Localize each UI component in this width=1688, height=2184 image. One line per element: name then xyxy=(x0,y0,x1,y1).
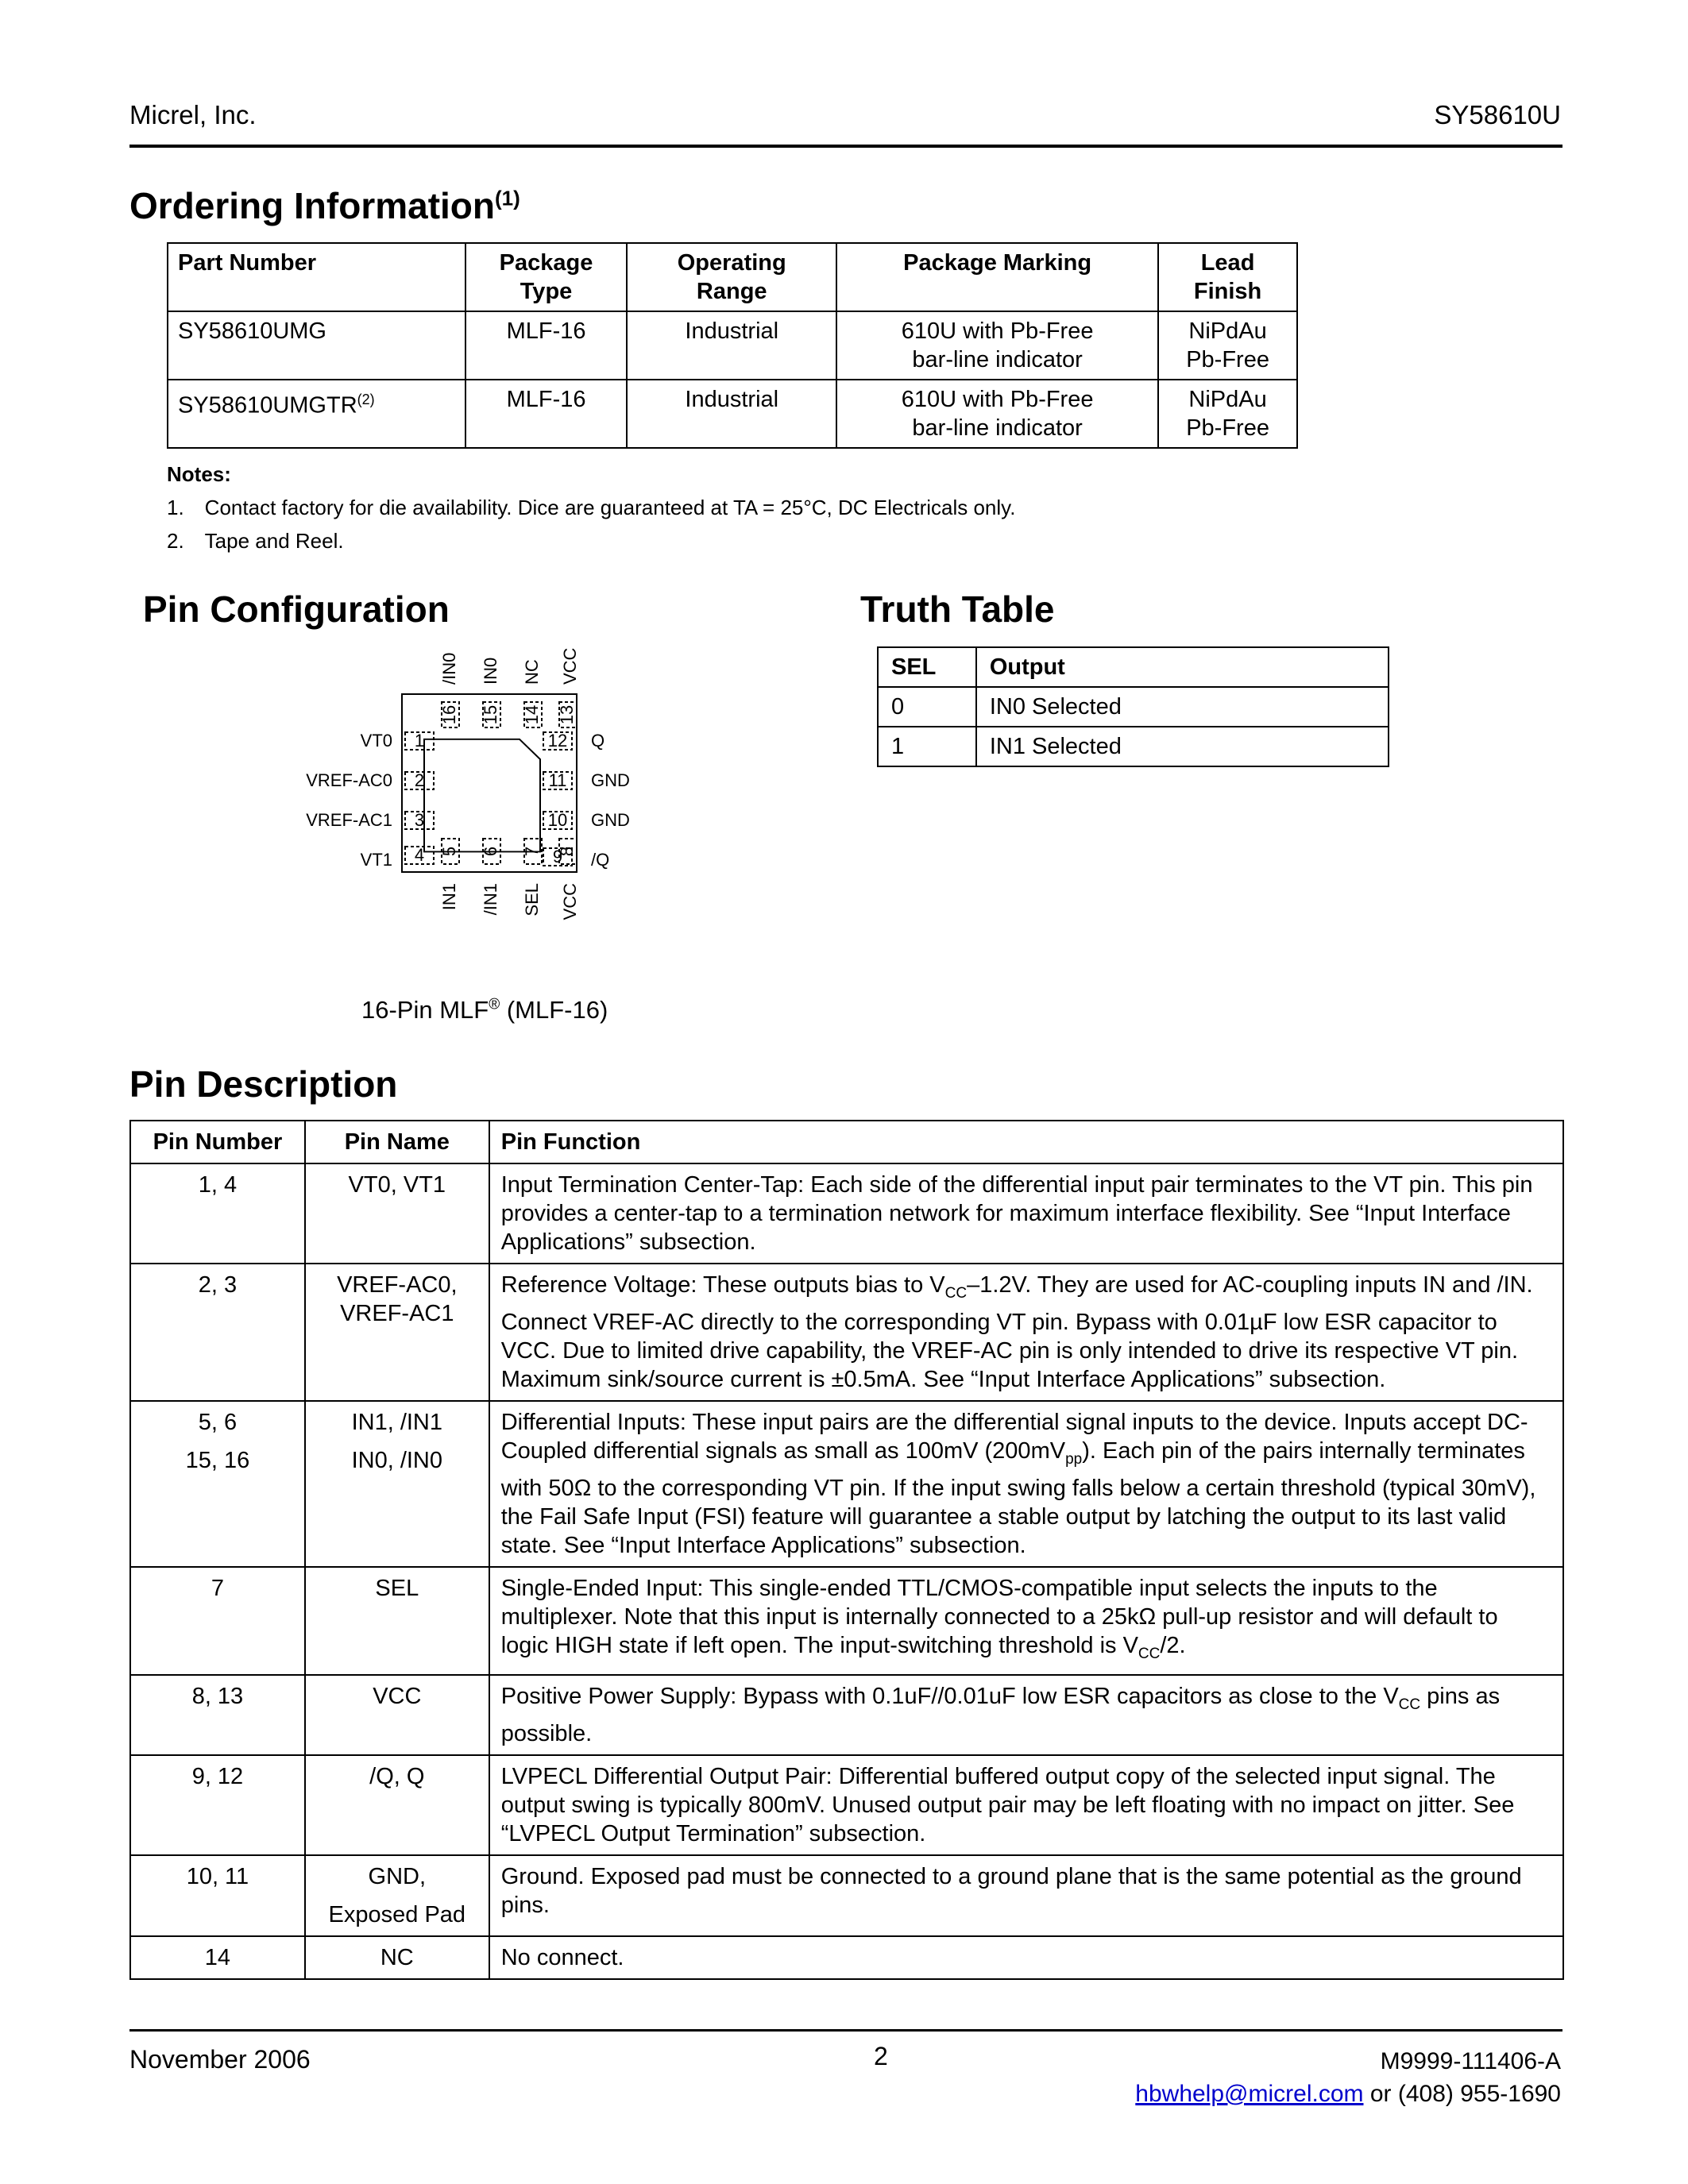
operating-range: Industrial xyxy=(627,311,836,380)
pin-number: 5, 6 15, 16 xyxy=(130,1401,305,1567)
ordering-title: Ordering Information$^{(1)}$ xyxy=(129,185,520,226)
package-type: MLF-16 xyxy=(465,380,628,448)
pin-function: Differential Inputs: These input pairs are the differential signal inputs to the device. Inputs accept DC-Coupled differential signals as small as 100mV $(200mV_{pp})$. Each pin of the pairs internally terminates with 50Ω to the corresponding VT pin. If the input swing falls below a certain threshold (typical 30mV), the Fail Safe Input (FSI) feature will guarantee a stable output by latching the output to its last valid state. See “Input Interface Applications” subsection. xyxy=(489,1401,1563,1567)
table-row xyxy=(168,311,1297,380)
footer-contact xyxy=(1135,2045,1561,2110)
pin-label: GND xyxy=(591,809,630,830)
pin-number: 7 xyxy=(521,846,542,857)
pin-label: SEL xyxy=(521,883,542,916)
pin-label: /IN1 xyxy=(480,883,500,916)
header-divider xyxy=(129,145,1562,148)
package-marking: 610U with Pb-Free bar-line indicator xyxy=(836,380,1158,448)
pin-number: 14 xyxy=(521,704,542,725)
pin-label: IN1 xyxy=(438,883,459,911)
pin-label: VCC xyxy=(559,883,580,920)
notes-title: Notes: xyxy=(167,462,231,486)
col-pin-function: Pin Function xyxy=(489,1121,1563,1163)
lead-finish: NiPdAu Pb-Free xyxy=(1158,380,1297,448)
pin-number: 7 xyxy=(130,1567,305,1676)
ordering-table xyxy=(167,242,1298,449)
pin-label: /IN0 xyxy=(438,652,459,685)
pin-number: 9, 12 xyxy=(130,1755,305,1855)
table-row xyxy=(130,1264,1563,1401)
col-pin-name: Pin Name xyxy=(305,1121,489,1163)
table-row xyxy=(130,1755,1563,1855)
pin-desc-header-row xyxy=(130,1121,1563,1163)
header-company: Micrel, Inc. xyxy=(129,100,257,129)
pin-number: 8, 13 xyxy=(130,1675,305,1755)
truth-col-output: Output xyxy=(976,647,1389,687)
col-pin-number: Pin Number xyxy=(130,1121,305,1163)
pin-number: 12 xyxy=(547,730,568,751)
note-2: 2. Tape and Reel. xyxy=(167,529,344,553)
exposed-pad xyxy=(424,739,540,852)
operating-range: Industrial xyxy=(627,380,836,448)
ordering-col-range: Operating Range xyxy=(627,243,836,311)
table-row xyxy=(168,380,1297,448)
pin-number: 16 xyxy=(438,704,459,725)
truth-col-sel: SEL xyxy=(878,647,976,687)
pin-label: VREF-AC1 xyxy=(306,809,392,830)
pin-description-title: Pin Description xyxy=(129,1063,398,1105)
ordering-col-part: Part Number xyxy=(168,243,465,311)
ordering-col-finish: Lead Finish xyxy=(1158,243,1297,311)
document-number: M9999-111406-A xyxy=(1380,2048,1561,2074)
pin-number: 13 xyxy=(556,704,577,725)
sel-value: 0 xyxy=(878,687,976,727)
left-pin-group xyxy=(306,731,434,870)
header-part-number: SY58610U xyxy=(1434,100,1561,129)
bottom-pin-group xyxy=(439,839,580,920)
table-row xyxy=(130,1401,1563,1567)
pin-name: NC xyxy=(305,1936,489,1979)
pin-name: VCC xyxy=(305,1675,489,1755)
pin-label: VREF-AC0 xyxy=(306,770,392,790)
pin-diagram xyxy=(278,635,707,969)
ordering-header-row xyxy=(168,243,1297,311)
package-type: MLF-16 xyxy=(465,311,628,380)
pin-number: 10 xyxy=(547,809,568,830)
pin-label: NC xyxy=(521,659,542,685)
pin-name: VT0, VT1 xyxy=(305,1163,489,1264)
pin-label: IN0 xyxy=(480,657,500,685)
note-1: 1. Contact factory for die availability. Dice are guaranteed at TA = 25°C, DC Electricals only. xyxy=(167,496,1016,519)
pin-number: 10, 11 xyxy=(130,1855,305,1936)
pin-number: 14 xyxy=(130,1936,305,1979)
ordering-col-package: Package Type xyxy=(465,243,628,311)
pin-number: 5 xyxy=(438,846,459,857)
table-row xyxy=(130,1936,1563,1979)
pin-number: 1, 4 xyxy=(130,1163,305,1264)
footer-divider xyxy=(129,2029,1562,2032)
page-number: 2 xyxy=(874,2042,888,2070)
table-row xyxy=(130,1675,1563,1755)
pin-number: 11 xyxy=(548,770,567,790)
support-phone: or (408) 955-1690 xyxy=(1363,2081,1561,2107)
truth-header-row xyxy=(878,647,1389,687)
pin-label: /Q xyxy=(591,849,610,870)
pin-name: /Q, Q xyxy=(305,1755,489,1855)
pin-label: Q xyxy=(591,730,605,751)
truth-table-title: Truth Table xyxy=(860,588,1055,630)
pin-label: VT1 xyxy=(360,849,392,870)
pin-number: 9 xyxy=(552,846,563,866)
pin-number: 1 xyxy=(414,730,425,751)
pin-number: 15 xyxy=(480,704,500,725)
pin-function: No connect. xyxy=(489,1936,1563,1979)
ordering-col-marking: Package Marking xyxy=(836,243,1158,311)
table-row xyxy=(878,727,1389,766)
pin-number: 2 xyxy=(414,770,425,790)
table-row xyxy=(130,1855,1563,1936)
part-number: SY58610UMG xyxy=(168,311,465,380)
sel-value: 1 xyxy=(878,727,976,766)
pin-number: 8 xyxy=(556,846,577,857)
output-value: IN1 Selected xyxy=(976,727,1389,766)
pin-config-title: Pin Configuration xyxy=(143,588,450,630)
top-pin-group xyxy=(439,647,580,727)
lead-finish: NiPdAu Pb-Free xyxy=(1158,311,1297,380)
package-marking: 610U with Pb-Free bar-line indicator xyxy=(836,311,1158,380)
pin-name: GND, Exposed Pad xyxy=(305,1855,489,1936)
pin-label: VCC xyxy=(559,647,580,685)
pin-name: SEL xyxy=(305,1567,489,1676)
table-row xyxy=(878,687,1389,727)
pin-function: Positive Power Supply: Bypass with 0.1uF//0.01uF low ESR capacitors as close to the $V_{CC}$ pins as possible. xyxy=(489,1675,1563,1755)
pin-name: VREF-AC0, VREF-AC1 xyxy=(305,1264,489,1401)
pin-number: 2, 3 xyxy=(130,1264,305,1401)
pin-function: Reference Voltage: These outputs bias to $V_{CC}-1.2V$. They are used for AC-coupling inputs IN and /IN. Connect VREF-AC directly to the corresponding VT pin. Bypass with 0.01µF low ESR capacitor to VCC. Due to limited drive capability, the VREF-AC pin is only intended to drive its respective VT pin. Maximum sink/source current is ±0.5mA. See “Input Interface Applications” subsection. xyxy=(489,1264,1563,1401)
table-row xyxy=(130,1163,1563,1264)
pin-number: 6 xyxy=(480,846,500,857)
pin-description-table xyxy=(129,1120,1564,1980)
pin-label: GND xyxy=(591,770,630,790)
pin-function: Ground. Exposed pad must be connected to a ground plane that is the same potential as the ground pins. xyxy=(489,1855,1563,1936)
pin-number: 3 xyxy=(414,809,425,830)
output-value: IN0 Selected xyxy=(976,687,1389,727)
pin-function: Single-Ended Input: This single-ended TTL/CMOS-compatible input selects the inputs to the multiplexer. Note that this input is internally connected to a 25kΩ pull-up resistor and will default to logic HIGH state if left open. The input-switching threshold is $V_{CC}/2$. xyxy=(489,1567,1563,1676)
pin-label: VT0 xyxy=(360,730,392,751)
pin-name: IN1, /IN1 IN0, /IN0 xyxy=(305,1401,489,1567)
part-number: SY58610UMGTR$^{(2)}$ xyxy=(168,380,465,448)
pin-function: Input Termination Center-Tap: Each side of the differential input pair terminates to the VT pin. This pin provides a center-tap to a termination network for maximum interface flexibility. See “Input Interface Applications” subsection. xyxy=(489,1163,1563,1264)
table-row xyxy=(130,1567,1563,1676)
truth-table xyxy=(877,646,1389,767)
footer-date: November 2006 xyxy=(129,2045,311,2074)
package-caption: 16-Pin MLF® (MLF-16) xyxy=(361,996,608,1024)
pin-number: 4 xyxy=(414,844,425,865)
support-email-link[interactable]: hbwhelp@micrel.com xyxy=(1135,2081,1364,2107)
pin-function: LVPECL Differential Output Pair: Differential buffered output copy of the selected input signal. The output swing is typically 800mV. Unused output pair may be left floating with no impact on jitter. See “LVPECL Output Termination” subsection. xyxy=(489,1755,1563,1855)
